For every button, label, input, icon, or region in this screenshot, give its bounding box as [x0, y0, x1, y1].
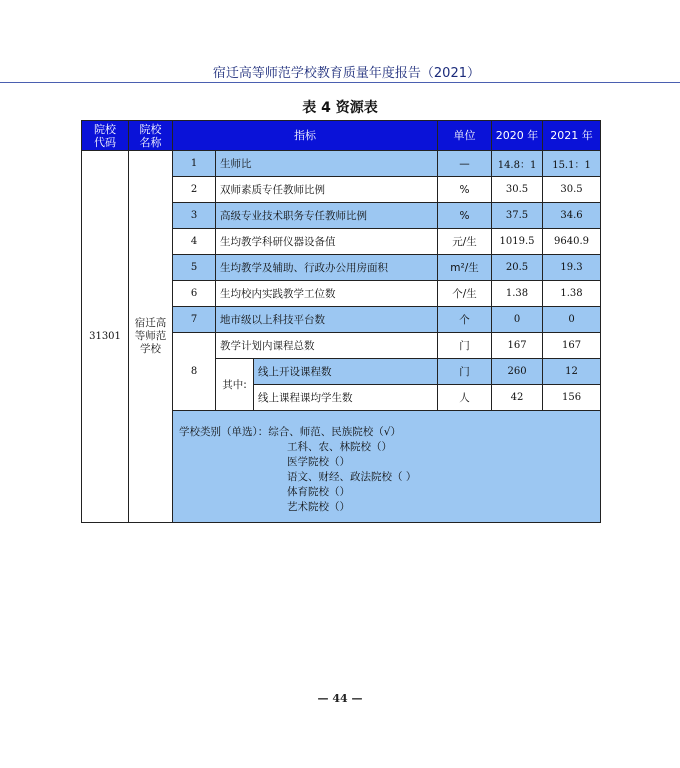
- school-type-option: 综合、师范、民族院校（√）: [268, 426, 401, 438]
- value-2021-cell: 156: [543, 385, 601, 411]
- table-row: [82, 151, 601, 177]
- value-2021-cell: 30.5: [543, 177, 601, 203]
- school-type-option: 工科、农、林院校（）: [287, 441, 392, 453]
- school-type-option: 医学院校（）: [287, 456, 350, 468]
- value-2021-cell: 12: [543, 359, 601, 385]
- school-name: 宿迁高 等师范 学校: [129, 151, 173, 523]
- value-2021-cell: 9640.9: [543, 229, 601, 255]
- indicator-cell: 生均校内实践教学工位数: [216, 281, 438, 307]
- row-number: 3: [173, 203, 216, 229]
- row-number: 2: [173, 177, 216, 203]
- value-2020-cell: 1019.5: [492, 229, 543, 255]
- unit-cell: %: [438, 203, 492, 229]
- col-header-2021: 2021 年: [543, 121, 601, 151]
- school-type-label: 学校类别（单选）：: [179, 426, 269, 438]
- school-code: 31301: [82, 151, 129, 523]
- unit-cell: m²/生: [438, 255, 492, 281]
- table-header-row: [82, 121, 601, 151]
- value-2020-cell: 0: [492, 307, 543, 333]
- indicator-cell: 线上开设课程数: [254, 359, 438, 385]
- indicator-cell: 地市级以上科技平台数: [216, 307, 438, 333]
- indicator-cell: 线上课程课均学生数: [254, 385, 438, 411]
- indicator-cell: 生均教学科研仪器设备值: [216, 229, 438, 255]
- col-header-code: 院校 代码: [82, 121, 129, 151]
- value-2020-cell: 14.8：1: [492, 151, 543, 177]
- value-2021-cell: 167: [543, 333, 601, 359]
- row-number: 7: [173, 307, 216, 333]
- school-type-first-line: [179, 425, 600, 440]
- unit-cell: —: [438, 151, 492, 177]
- school-type-cell: [173, 411, 601, 523]
- indicator-cell: 双师素质专任教师比例: [216, 177, 438, 203]
- col-header-indicator: 指标: [173, 121, 438, 151]
- sub-label: 其中:: [216, 359, 254, 411]
- indicator-cell: 生师比: [216, 151, 438, 177]
- value-2021-cell: 1.38: [543, 281, 601, 307]
- row-number: 4: [173, 229, 216, 255]
- indicator-cell: 高级专业技术职务专任教师比例: [216, 203, 438, 229]
- indicator-cell: 生均教学及辅助、行政办公用房面积: [216, 255, 438, 281]
- value-2021-cell: 34.6: [543, 203, 601, 229]
- indicator-cell: 教学计划内课程总数: [216, 333, 438, 359]
- value-2021-cell: 15.1：1: [543, 151, 601, 177]
- value-2021-cell: 19.3: [543, 255, 601, 281]
- col-header-2020: 2020 年: [492, 121, 543, 151]
- col-header-unit: 单位: [438, 121, 492, 151]
- school-type-option: 语文、财经、政法院校（ ）: [287, 471, 417, 483]
- row-number: 5: [173, 255, 216, 281]
- unit-cell: 人: [438, 385, 492, 411]
- unit-cell: 个: [438, 307, 492, 333]
- page-number: — 44 —: [317, 692, 363, 705]
- unit-cell: 个/生: [438, 281, 492, 307]
- unit-cell: 元/生: [438, 229, 492, 255]
- unit-cell: %: [438, 177, 492, 203]
- value-2020-cell: 1.38: [492, 281, 543, 307]
- value-2021-cell: 0: [543, 307, 601, 333]
- value-2020-cell: 167: [492, 333, 543, 359]
- unit-cell: 门: [438, 333, 492, 359]
- unit-cell: 门: [438, 359, 492, 385]
- school-type-option: 体育院校（）: [287, 486, 350, 498]
- report-header-title: 宿迁高等师范学校教育质量年度报告（2021）: [212, 66, 480, 81]
- value-2020-cell: 42: [492, 385, 543, 411]
- value-2020-cell: 37.5: [492, 203, 543, 229]
- school-type-option: 艺术院校（）: [287, 501, 350, 513]
- header-divider: [0, 82, 680, 83]
- resource-table: [81, 120, 601, 523]
- row-number: 1: [173, 151, 216, 177]
- col-header-name: 院校 名称: [129, 121, 173, 151]
- table-caption: 表 4 资源表: [302, 100, 378, 116]
- value-2020-cell: 260: [492, 359, 543, 385]
- row-number: 6: [173, 281, 216, 307]
- value-2020-cell: 30.5: [492, 177, 543, 203]
- value-2020-cell: 20.5: [492, 255, 543, 281]
- row-number: 8: [173, 333, 216, 411]
